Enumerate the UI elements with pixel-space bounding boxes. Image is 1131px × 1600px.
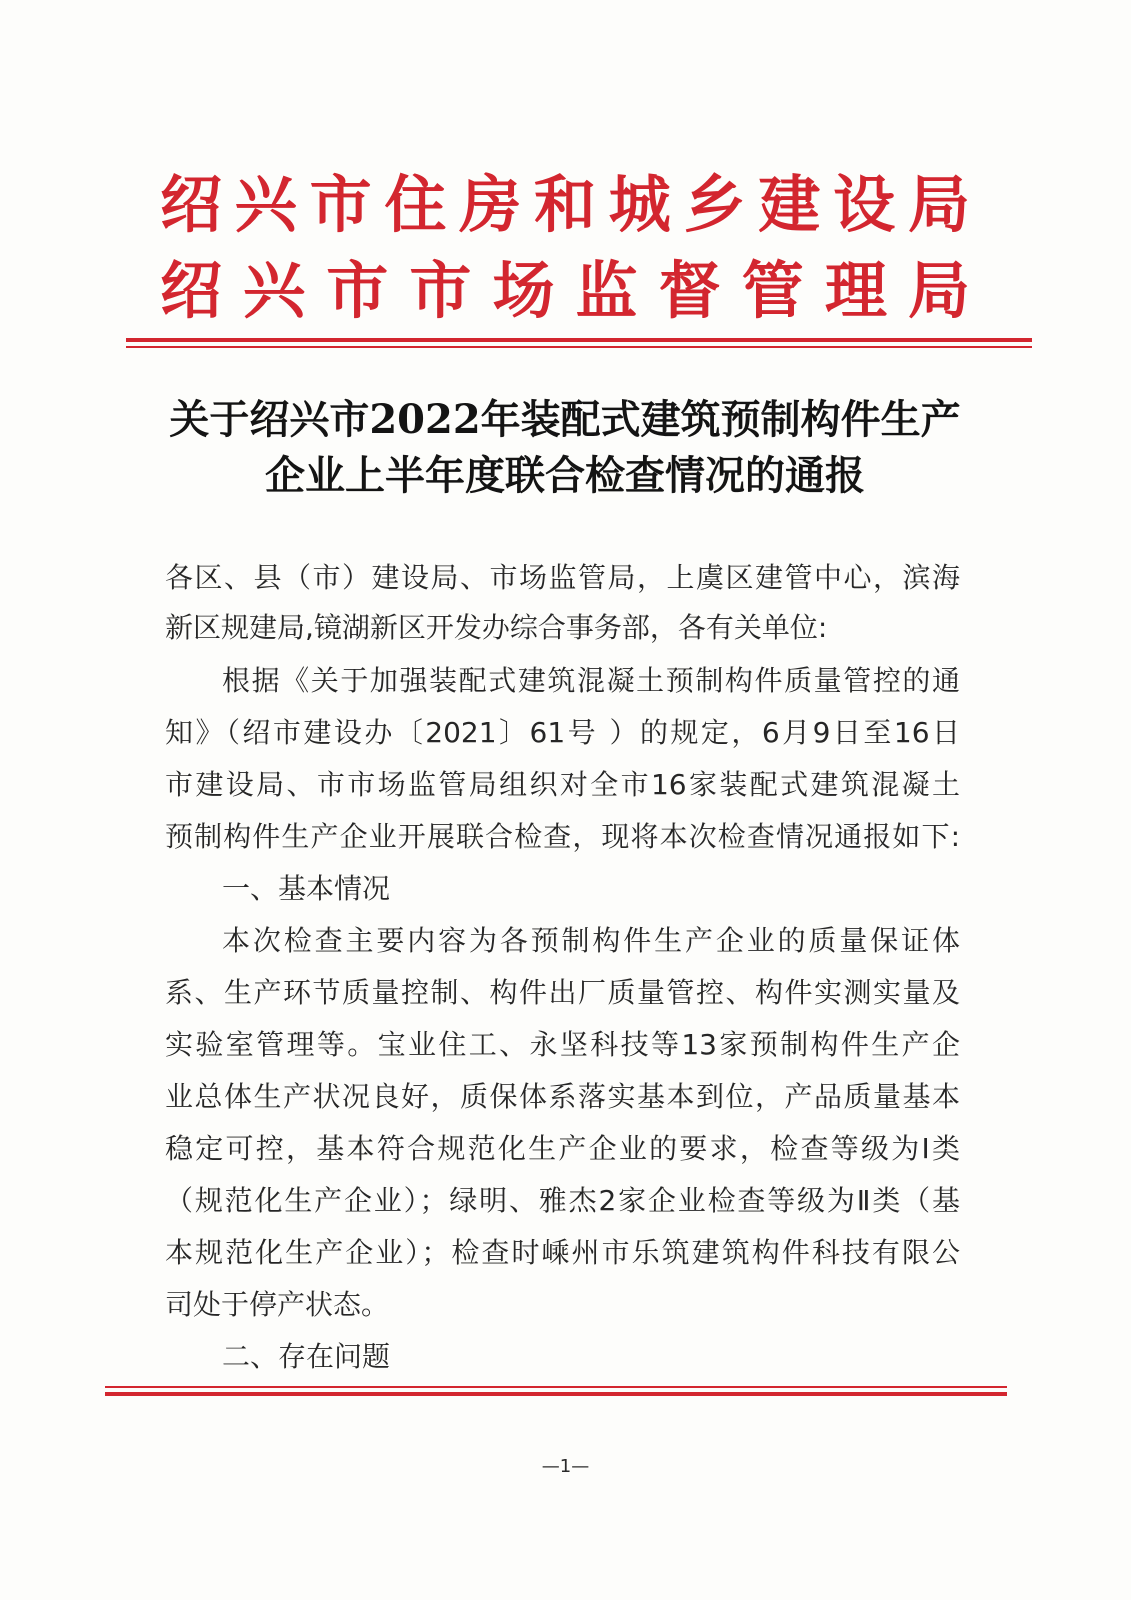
addressee-line-1: 各区、县（市）建设局、市场监管局，上虞区建管中心，滨海 [165,561,960,594]
section-heading-basic-situation: 一、基本情况 [222,872,391,905]
body-paragraph-line: 本次检查主要内容为各预制构件生产企业的质量保证体 [222,924,960,957]
body-paragraph-line: 实验室管理等。宝业住工、永坚科技等13家预制构件生产企 [165,1028,960,1061]
body-paragraph-line: 司处于停产状态。 [165,1288,390,1321]
body-paragraph-line: 市建设局、市市场监管局组织对全市16家装配式建筑混凝土 [165,768,960,801]
body-paragraph-line: 知》（绍市建设办〔2021〕61号 ）的规定，6月9日至16日 [165,716,960,749]
issuer-name-market-bureau: 绍兴市市场监督管理局 [160,254,970,327]
body-paragraph-line: 稳定可控，基本符合规范化生产企业的要求，检查等级为Ⅰ类 [165,1132,960,1165]
document-title-line-2: 企业上半年度联合检查情况的通报 [265,452,865,499]
body-paragraph-line: 系、生产环节质量控制、构件出厂质量管控、构件实测实量及 [165,976,960,1009]
footer-red-rule-thick [105,1392,1007,1396]
issuer-name-housing-bureau: 绍兴市住房和城乡建设局 [160,168,970,241]
document-title-line-1: 关于绍兴市2022年装配式建筑预制构件生产 [169,396,961,443]
header-red-rule-thick [126,338,1032,342]
header-red-rule-thin [126,346,1032,348]
body-paragraph-line: 业总体生产状况良好，质保体系落实基本到位，产品质量基本 [165,1080,960,1113]
addressee-line-2: 新区规建局,镜湖新区开发办综合事务部，各有关单位: [165,611,828,644]
body-paragraph-line: 预制构件生产企业开展联合检查，现将本次检查情况通报如下: [165,820,960,853]
body-paragraph-line: 根据《关于加强装配式建筑混凝土预制构件质量管控的通 [222,664,960,697]
page-number: —1— [541,1456,590,1477]
body-paragraph-line: 本规范化生产企业）；检查时嵊州市乐筑建筑构件科技有限公 [165,1236,960,1269]
footer-red-rule-thin [105,1386,1007,1388]
section-heading-existing-problems: 二、存在问题 [222,1340,391,1373]
body-paragraph-line: （规范化生产企业）；绿明、雅杰2家企业检查等级为Ⅱ类（基 [165,1184,960,1217]
